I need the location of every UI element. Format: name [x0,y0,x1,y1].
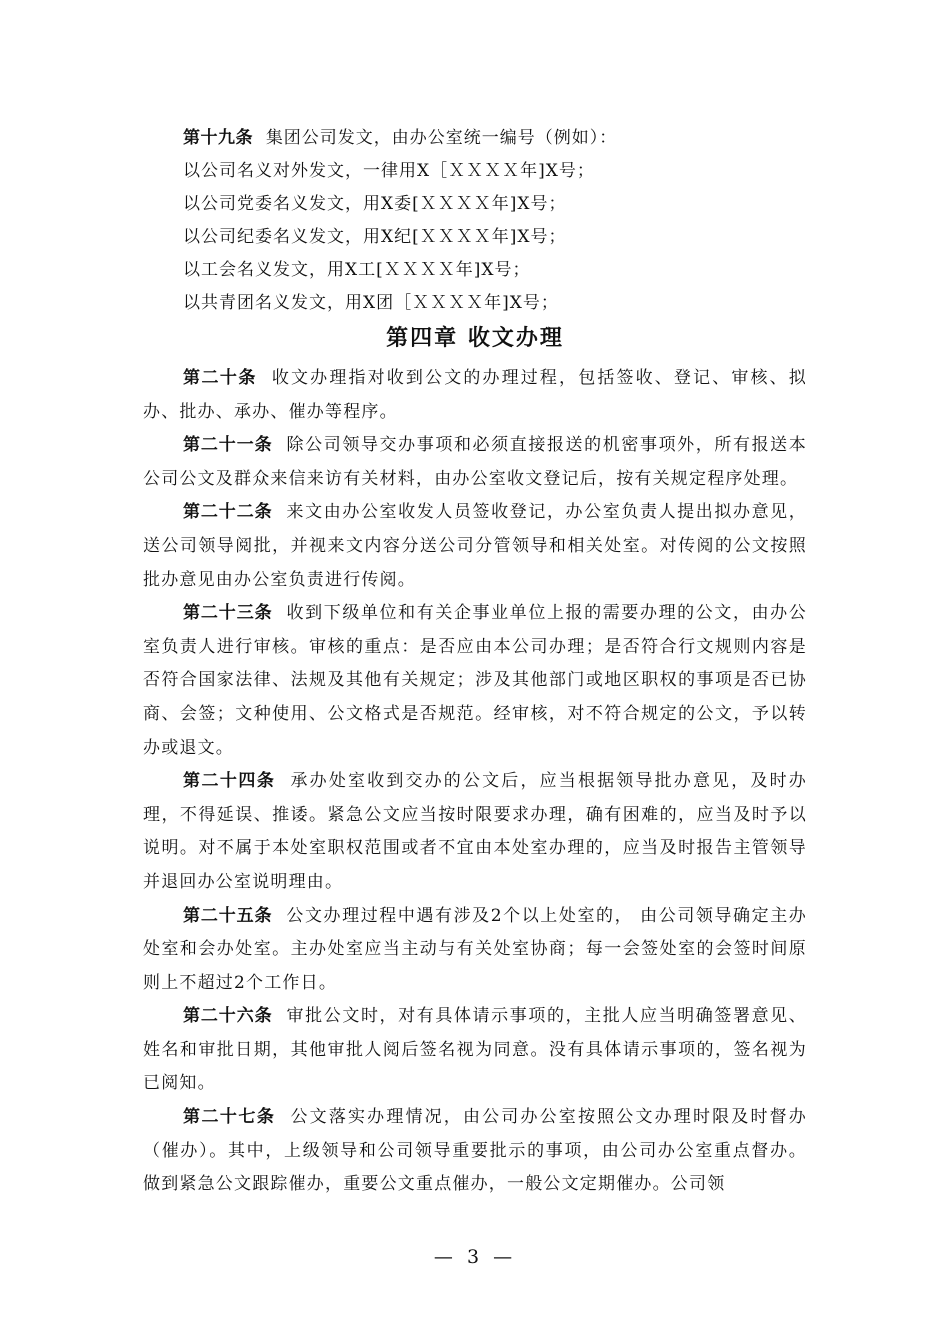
article-text: 收文办理指对收到公文的办理过程，包括签收、登记、审核、拟办、批办、承办、催办等程序。 [143,368,807,422]
article-20 [143,362,807,429]
list-item: 以公司名义对外发文，一律用X［ＸＸＸＸ年]X号； [183,161,595,181]
page-number: — 3 — [433,1246,517,1268]
list-item: 以公司党委名义发文，用X委[ＸＸＸＸ年]X号； [183,194,567,214]
chapter-body [143,362,807,1202]
article-text: 集团公司发文，由办公室统一编号（例如）： [265,128,618,148]
article-text: 审批公文时，对有具体请示事项的，主批人应当明确签署意见、姓名和审批日期，其他审批人阅后签名视为同意。没有具体请示事项的，签名视为已阅知。 [143,1006,807,1094]
article-21 [143,429,807,496]
numbering-rules-list [183,122,863,320]
article-label: 第二十条 [183,368,257,388]
article-label: 第十九条 [183,128,253,148]
article-text: 除公司领导交办事项和必须直接报送的机密事项外，所有报送本公司公文及群众来信来访有关材料，由办公室收文登记后，按有关规定程序处理。 [143,435,807,489]
article-text: 收到下级单位和有关企事业单位上报的需要办理的公文，由办公室负责人进行审核。审核的重点：是否应由本公司办理；是否符合行文规则内容是否符合国家法律、法规及其他有关规定；涉及其他部门或地区职权的事项是否已协商、会签；文种使用、公文格式是否规范。经审核，对不符合规定的公文，予以转办或退文。 [143,603,807,758]
article-27 [143,1101,807,1202]
article-24 [143,765,807,899]
article-19-header [183,122,863,155]
article-22 [143,496,807,597]
article-text: 承办处室收到交办的公文后，应当根据领导批办意见，及时办理，不得延误、推诿。紧急公文应当按时限要求办理，确有困难的，应当及时予以说明。对不属于本处室职权范围或者不宜由本处室办理的，应当及时报告主管领导并退回办公室说明理由。 [143,771,807,892]
article-label: 第二十二条 [183,502,273,523]
article-text: 公文落实办理情况，由公司办公室按照公文办理时限及时督办（催办）。其中，上级领导和公司领导重要批示的事项，由公司办公室重点督办。做到紧急公文跟踪催办，重要公文重点催办，一般公文定期催办。公司领 [143,1107,807,1195]
article-26 [143,1000,807,1101]
list-item: 以公司纪委名义发文，用X纪[ＸＸＸＸ年]X号； [183,227,567,247]
article-label: 第二十三条 [183,603,273,624]
article-text: 来文由办公室收发人员签收登记，办公室负责人提出拟办意见，送公司领导阅批，并视来文内容分送公司分管领导和相关处室。对传阅的公文按照批办意见由办公室负责进行传阅。 [143,502,807,590]
article-text: 公文办理过程中遇有涉及2个以上处室的， 由公司领导确定主办处室和会办处室。主办处室应当主动与有关处室协商；每一会签处室的会签时间原则上不超过2个工作日。 [143,905,807,993]
article-label: 第二十五条 [183,905,273,926]
article-label: 第二十一条 [183,435,273,456]
chapter-title: 第四章 收文办理 [386,325,564,351]
article-23 [143,597,807,765]
article-label: 第二十六条 [183,1006,273,1027]
list-item: 以共青团名义发文，用X团［ＸＸＸＸ年]X号； [183,293,559,313]
article-25 [143,900,807,1001]
article-label: 第二十四条 [183,771,276,792]
article-label: 第二十七条 [183,1107,276,1128]
list-item: 以工会名义发文，用X工[ＸＸＸＸ年]X号； [183,260,531,280]
